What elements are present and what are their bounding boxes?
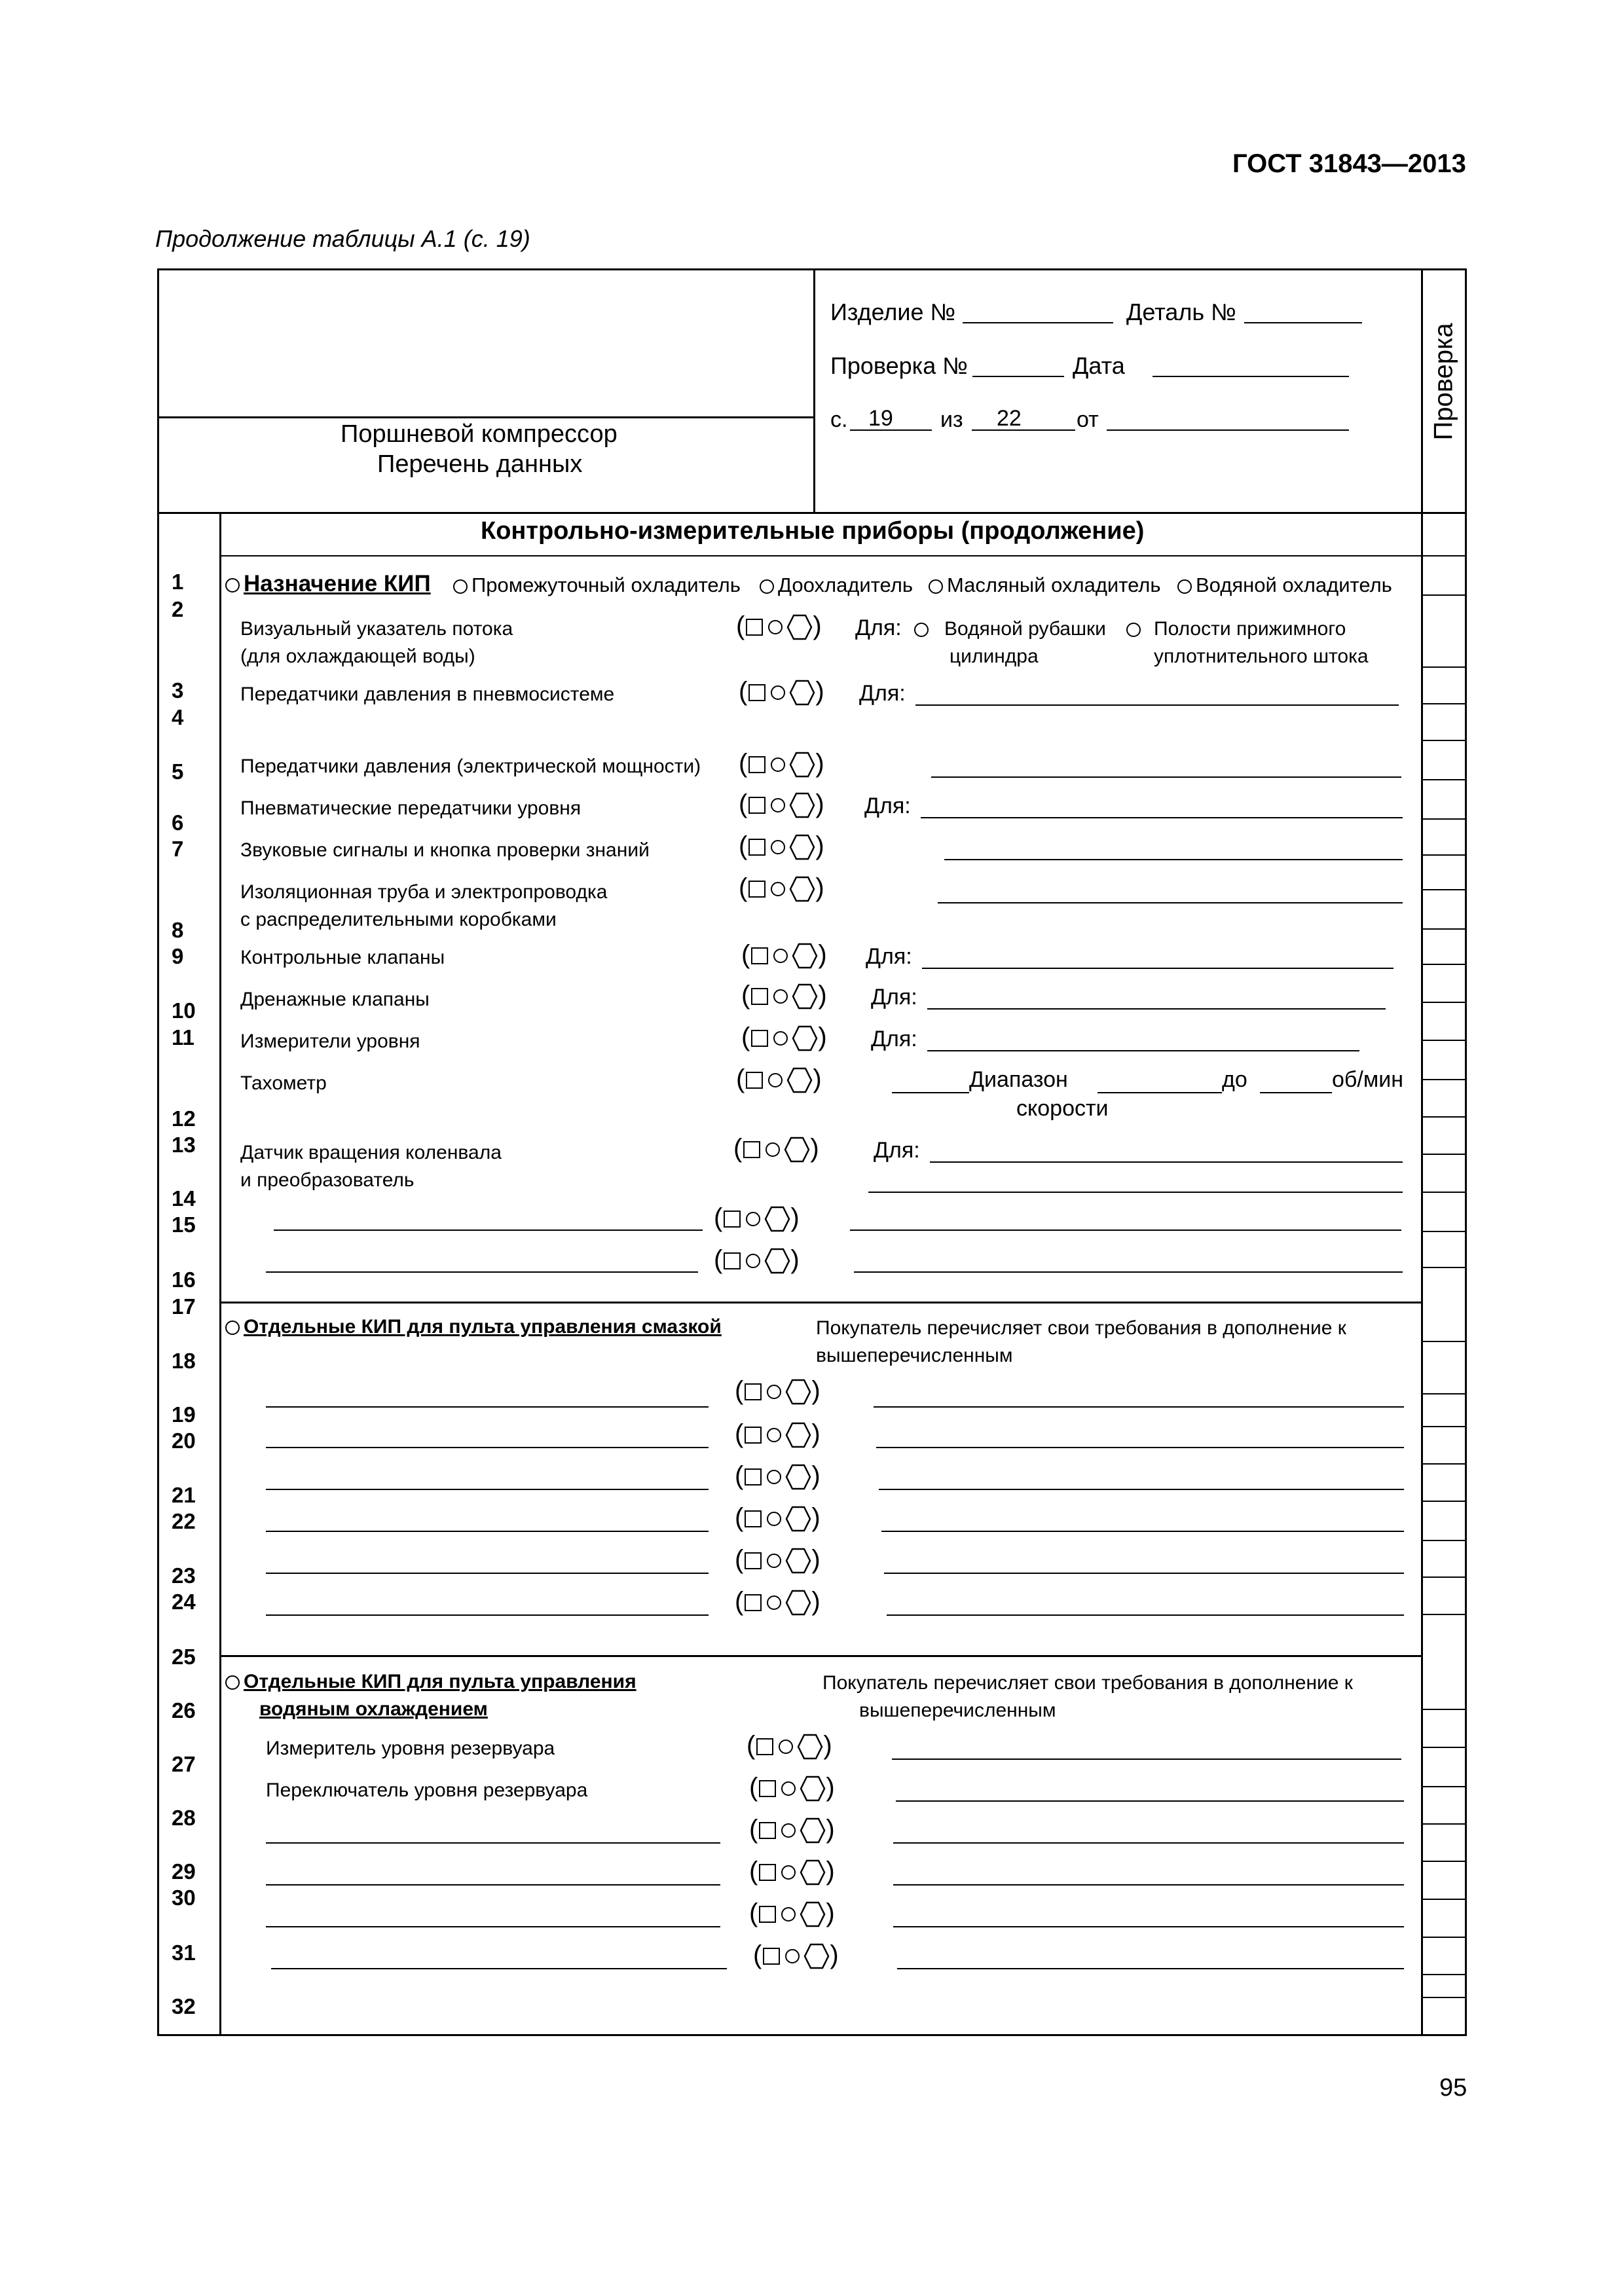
range-label: Диапазон bbox=[969, 1067, 1068, 1092]
row-number: 11 bbox=[172, 1025, 194, 1049]
row-number: 13 bbox=[172, 1133, 196, 1157]
hexagon-icon[interactable] bbox=[789, 680, 815, 706]
symbol-group[interactable]: ( ) bbox=[739, 677, 824, 706]
hexagon-icon[interactable] bbox=[797, 1734, 823, 1760]
drain-valves-label: Дренажные клапаны bbox=[240, 989, 430, 1010]
circle-icon[interactable] bbox=[767, 1595, 781, 1610]
square-icon[interactable] bbox=[748, 839, 766, 856]
square-icon[interactable] bbox=[748, 756, 766, 773]
hexagon-icon[interactable] bbox=[785, 1422, 811, 1448]
symbol-group[interactable]: ( ) bbox=[733, 1134, 819, 1163]
square-icon[interactable] bbox=[759, 1780, 776, 1797]
circle-icon[interactable] bbox=[771, 757, 785, 772]
for-field[interactable] bbox=[922, 968, 1393, 969]
hexagon-icon[interactable] bbox=[786, 1067, 813, 1093]
check-label: Проверка № bbox=[830, 352, 968, 379]
jacket-option[interactable] bbox=[914, 618, 932, 640]
conduit-label: Изоляционная труба и электропроводка bbox=[240, 881, 608, 903]
speed-label: скорости bbox=[1016, 1096, 1109, 1121]
circle-icon[interactable] bbox=[746, 1254, 760, 1268]
row-number: 5 bbox=[172, 759, 184, 784]
square-icon[interactable] bbox=[745, 1468, 762, 1485]
radio-icon[interactable] bbox=[225, 1675, 240, 1690]
row-number: 12 bbox=[172, 1106, 196, 1131]
row-number: 17 bbox=[172, 1294, 196, 1319]
radio-icon[interactable] bbox=[929, 579, 943, 594]
purpose-option-aftercooler[interactable]: Доохладитель bbox=[760, 574, 913, 597]
for-label: Для: bbox=[866, 944, 912, 969]
gland-option[interactable] bbox=[1126, 618, 1145, 640]
page-of: из bbox=[940, 407, 963, 432]
table-continuation-caption: Продолжение таблицы А.1 (с. 19) bbox=[155, 225, 530, 252]
row-number: 7 bbox=[172, 837, 184, 861]
blank-value-field[interactable] bbox=[881, 1531, 1404, 1532]
for-field[interactable] bbox=[944, 859, 1403, 860]
pressure-elec-label: Передатчики давления (электрической мощности) bbox=[240, 756, 701, 777]
page-total: 22 bbox=[997, 406, 1022, 431]
square-icon[interactable] bbox=[751, 988, 768, 1005]
blank-value-field[interactable] bbox=[884, 1573, 1404, 1574]
hexagon-icon[interactable] bbox=[785, 1379, 811, 1405]
circle-icon[interactable] bbox=[766, 1142, 780, 1157]
circle-icon[interactable] bbox=[771, 798, 785, 812]
hexagon-icon[interactable] bbox=[800, 1817, 826, 1844]
purpose-row bbox=[225, 571, 431, 597]
alarms-label: Звуковые сигналы и кнопка проверки знаний bbox=[240, 839, 650, 861]
blank-value-field[interactable] bbox=[854, 1271, 1403, 1273]
blank-name-field[interactable] bbox=[266, 1271, 698, 1273]
circle-icon[interactable] bbox=[768, 1073, 783, 1087]
row-number: 20 bbox=[172, 1429, 196, 1453]
blank-name-field[interactable] bbox=[266, 1842, 720, 1844]
row-number: 9 bbox=[172, 944, 184, 968]
purpose-label: Назначение КИП bbox=[244, 571, 431, 596]
symbol-group[interactable]: ( ) bbox=[749, 1773, 835, 1802]
hexagon-icon[interactable] bbox=[792, 983, 818, 1010]
row-number: 6 bbox=[172, 811, 184, 835]
circle-icon[interactable] bbox=[771, 882, 785, 896]
symbol-group[interactable]: ( ) bbox=[741, 1023, 827, 1051]
blank-name-field[interactable] bbox=[266, 1531, 709, 1532]
symbol-group[interactable]: ( ) bbox=[749, 1899, 835, 1927]
row-number: 4 bbox=[172, 705, 184, 729]
circle-icon[interactable] bbox=[781, 1907, 796, 1922]
hexagon-icon[interactable] bbox=[785, 1506, 811, 1532]
blank-value-field[interactable] bbox=[893, 1884, 1404, 1886]
row-number: 10 bbox=[172, 998, 196, 1023]
row-number: 16 bbox=[172, 1267, 196, 1292]
jacket-label: Водяной рубашки bbox=[944, 618, 1106, 640]
for-label: Для: bbox=[871, 985, 917, 1010]
square-icon[interactable] bbox=[724, 1211, 741, 1228]
square-icon[interactable] bbox=[748, 881, 766, 898]
check-column-header: Проверка bbox=[1429, 323, 1458, 441]
for-field[interactable] bbox=[927, 1050, 1359, 1051]
symbol-group[interactable]: ( ) bbox=[739, 831, 824, 860]
symbol-group[interactable]: ( ) bbox=[753, 1941, 839, 1969]
row-number: 22 bbox=[172, 1509, 196, 1533]
row-number: 32 bbox=[172, 1994, 196, 2018]
hexagon-icon[interactable] bbox=[784, 1137, 810, 1163]
circle-icon[interactable] bbox=[779, 1740, 793, 1754]
radio-icon[interactable] bbox=[225, 578, 240, 592]
row-number: 29 bbox=[172, 1859, 196, 1884]
row-number: 1 bbox=[172, 570, 184, 594]
symbol-group[interactable]: ( ) bbox=[736, 1065, 822, 1093]
range-from-field[interactable] bbox=[1098, 1092, 1222, 1093]
blank-name-field[interactable] bbox=[274, 1230, 703, 1231]
blank-name-field[interactable] bbox=[266, 1614, 709, 1616]
circle-icon[interactable] bbox=[767, 1428, 781, 1442]
circle-icon[interactable] bbox=[746, 1212, 760, 1226]
circle-icon[interactable] bbox=[785, 1949, 800, 1963]
crank-label-2: и преобразователь bbox=[240, 1169, 415, 1191]
circle-icon[interactable] bbox=[767, 1512, 781, 1526]
radio-icon[interactable] bbox=[914, 623, 929, 637]
for-field[interactable] bbox=[927, 1008, 1386, 1010]
square-icon[interactable] bbox=[746, 1072, 763, 1089]
row-number: 27 bbox=[172, 1752, 196, 1776]
detail-field[interactable] bbox=[1244, 322, 1362, 323]
lube-note-2: вышеперечисленным bbox=[816, 1345, 1013, 1366]
row-number: 2 bbox=[172, 597, 184, 621]
circle-icon[interactable] bbox=[767, 1470, 781, 1484]
page-total-line bbox=[972, 429, 1075, 431]
blank-value-field[interactable] bbox=[876, 1447, 1404, 1448]
square-icon[interactable] bbox=[751, 1030, 768, 1047]
circle-icon[interactable] bbox=[767, 1554, 781, 1568]
water-note: Покупатель перечисляет свои требования в дополнение к bbox=[822, 1672, 1353, 1694]
blank-name-field[interactable] bbox=[266, 1926, 720, 1927]
circle-icon[interactable] bbox=[773, 949, 788, 963]
visual-flow-label-2: (для охлаждающей воды) bbox=[240, 646, 475, 667]
circle-icon[interactable] bbox=[781, 1781, 796, 1796]
tachometer-label: Тахометр bbox=[240, 1072, 327, 1094]
row-number: 24 bbox=[172, 1590, 196, 1614]
standard-number: ГОСТ 31843—2013 bbox=[1232, 149, 1466, 178]
blank-value-field[interactable] bbox=[897, 1968, 1404, 1969]
level-pneumo-label: Пневматические передатчики уровня bbox=[240, 797, 581, 819]
blank-value-field[interactable] bbox=[874, 1406, 1404, 1408]
blank-name-field[interactable] bbox=[266, 1489, 709, 1490]
square-icon[interactable] bbox=[748, 684, 766, 701]
row-number: 19 bbox=[172, 1402, 196, 1427]
symbol-group[interactable]: ( ) bbox=[735, 1376, 821, 1405]
blank-name-field[interactable] bbox=[266, 1573, 709, 1574]
gland-label: Полости прижимного bbox=[1154, 618, 1346, 640]
hexagon-icon[interactable] bbox=[792, 943, 818, 969]
hexagon-icon[interactable] bbox=[792, 1025, 818, 1051]
symbol-group[interactable]: ( ) bbox=[749, 1815, 835, 1844]
for-field[interactable] bbox=[931, 776, 1401, 778]
square-icon[interactable] bbox=[759, 1906, 776, 1923]
circle-icon[interactable] bbox=[771, 685, 785, 700]
row-number: 15 bbox=[172, 1212, 196, 1237]
square-icon[interactable] bbox=[759, 1864, 776, 1881]
row-number: 31 bbox=[172, 1941, 196, 1965]
row-number: 28 bbox=[172, 1806, 196, 1830]
section-heading: Контрольно-измерительные приборы (продолжение) bbox=[481, 517, 1145, 545]
jacket-label-2: цилиндра bbox=[950, 646, 1039, 667]
detail-label: Деталь № bbox=[1126, 299, 1236, 325]
symbol-group[interactable]: ( ) bbox=[714, 1245, 800, 1274]
from-label: от bbox=[1077, 407, 1099, 432]
blank-name-field[interactable] bbox=[266, 1884, 720, 1886]
blank-value-field[interactable] bbox=[896, 1800, 1404, 1802]
blank-name-field[interactable] bbox=[266, 1447, 709, 1448]
to-label: до bbox=[1222, 1067, 1247, 1092]
symbol-group[interactable]: ( ) bbox=[749, 1857, 835, 1886]
square-icon[interactable] bbox=[724, 1252, 741, 1269]
water-section-label: Отдельные КИП для пульта управления bbox=[225, 1671, 637, 1693]
for-label: Для: bbox=[855, 615, 902, 640]
symbol-group[interactable]: ( ) bbox=[736, 611, 822, 640]
for-label: Для: bbox=[871, 1027, 917, 1051]
row-number: 23 bbox=[172, 1563, 196, 1588]
check-field[interactable] bbox=[972, 376, 1064, 377]
hexagon-icon[interactable] bbox=[785, 1590, 811, 1616]
tank-level-meter-label: Измеритель уровня резервуара bbox=[266, 1738, 555, 1759]
symbol-group[interactable]: ( ) bbox=[739, 873, 824, 902]
blank-value-field[interactable] bbox=[893, 1842, 1404, 1844]
square-icon[interactable] bbox=[756, 1738, 773, 1755]
for-field[interactable] bbox=[930, 1161, 1403, 1163]
radio-icon[interactable] bbox=[225, 1321, 240, 1335]
symbol-group[interactable]: ( ) bbox=[735, 1545, 821, 1574]
conduit-label-2: с распределительными коробками bbox=[240, 909, 557, 930]
blank-value-field[interactable] bbox=[850, 1230, 1401, 1231]
for-field[interactable] bbox=[921, 817, 1403, 818]
circle-icon[interactable] bbox=[768, 620, 783, 634]
blank-value-field[interactable] bbox=[893, 1926, 1404, 1927]
radio-icon[interactable] bbox=[1126, 623, 1141, 637]
tach-prefix-field[interactable] bbox=[892, 1092, 969, 1093]
item-label: Изделие № bbox=[830, 299, 956, 325]
symbol-group[interactable]: ( ) bbox=[714, 1203, 800, 1232]
symbol-group[interactable]: ( ) bbox=[735, 1503, 821, 1532]
square-icon[interactable] bbox=[745, 1383, 762, 1400]
blank-value-field[interactable] bbox=[887, 1614, 1404, 1616]
symbol-group[interactable]: ( ) bbox=[741, 940, 827, 969]
for-label: Для: bbox=[874, 1138, 920, 1163]
lube-note: Покупатель перечисляет свои требования в дополнение к bbox=[816, 1317, 1346, 1339]
hexagon-icon[interactable] bbox=[800, 1859, 826, 1886]
range-to-field[interactable] bbox=[1260, 1092, 1332, 1093]
square-icon[interactable] bbox=[745, 1510, 762, 1527]
purpose-option-oil-cooler[interactable]: Масляный охладитель bbox=[929, 574, 1161, 597]
symbol-group[interactable]: ( ) bbox=[747, 1731, 832, 1760]
row-number: 18 bbox=[172, 1349, 196, 1373]
doc-title-line1: Поршневой компрессор bbox=[341, 420, 618, 448]
date-label: Дата bbox=[1073, 352, 1125, 379]
square-icon[interactable] bbox=[748, 797, 766, 814]
blank-value-field[interactable] bbox=[892, 1758, 1401, 1760]
symbol-group[interactable]: ( ) bbox=[739, 790, 824, 818]
hexagon-icon[interactable] bbox=[785, 1548, 811, 1574]
page-prefix: с. bbox=[830, 407, 848, 432]
symbol-group[interactable]: ( ) bbox=[739, 749, 824, 778]
hexagon-icon[interactable] bbox=[786, 614, 813, 640]
radio-icon[interactable] bbox=[453, 579, 468, 594]
item-field[interactable] bbox=[963, 322, 1113, 323]
square-icon[interactable] bbox=[745, 1552, 762, 1569]
square-icon[interactable] bbox=[745, 1427, 762, 1444]
hexagon-icon[interactable] bbox=[789, 834, 815, 860]
square-icon[interactable] bbox=[751, 947, 768, 964]
gland-label-2: уплотнительного штока bbox=[1154, 646, 1369, 667]
symbol-group[interactable]: ( ) bbox=[735, 1419, 821, 1448]
circle-icon[interactable] bbox=[773, 1031, 788, 1046]
blank-name-field[interactable] bbox=[271, 1968, 727, 1969]
purpose-option-intercooler[interactable]: Промежуточный охладитель bbox=[453, 574, 741, 597]
crank-label: Датчик вращения коленвала bbox=[240, 1142, 502, 1163]
circle-icon[interactable] bbox=[767, 1385, 781, 1399]
tank-level-switch-label: Переключатель уровня резервуара bbox=[266, 1779, 588, 1801]
circle-icon[interactable] bbox=[773, 989, 788, 1004]
hexagon-icon[interactable] bbox=[764, 1206, 790, 1232]
row-number: 21 bbox=[172, 1483, 196, 1507]
page-num-line bbox=[850, 429, 932, 431]
level-meters-label: Измерители уровня bbox=[240, 1030, 420, 1052]
visual-flow-label: Визуальный указатель потока bbox=[240, 618, 513, 640]
radio-icon[interactable] bbox=[760, 579, 774, 594]
symbol-group[interactable]: ( ) bbox=[735, 1587, 821, 1616]
lube-section-label: Отдельные КИП для пульта управления смазкой bbox=[225, 1316, 722, 1338]
radio-icon[interactable] bbox=[1177, 579, 1192, 594]
check-valves-label: Контрольные клапаны bbox=[240, 947, 445, 968]
for-field[interactable] bbox=[915, 704, 1399, 706]
doc-title-line2: Перечень данных bbox=[377, 450, 583, 478]
hexagon-icon[interactable] bbox=[789, 792, 815, 818]
hexagon-icon[interactable] bbox=[789, 876, 815, 902]
row-number: 30 bbox=[172, 1886, 196, 1910]
square-icon[interactable] bbox=[759, 1822, 776, 1839]
page-number: 95 bbox=[1439, 2074, 1467, 2102]
square-icon[interactable] bbox=[743, 1141, 760, 1158]
page-num: 19 bbox=[868, 406, 893, 431]
hexagon-icon[interactable] bbox=[803, 1943, 830, 1969]
square-icon[interactable] bbox=[763, 1948, 780, 1965]
symbol-group[interactable]: ( ) bbox=[741, 981, 827, 1010]
water-note-2: вышеперечисленным bbox=[859, 1700, 1056, 1721]
row-number: 8 bbox=[172, 918, 184, 942]
circle-icon[interactable] bbox=[781, 1865, 796, 1880]
purpose-option-water-cooler[interactable]: Водяной охладитель bbox=[1177, 574, 1392, 597]
row-number: 14 bbox=[172, 1186, 196, 1211]
for-label: Для: bbox=[859, 681, 906, 706]
symbol-group[interactable]: ( ) bbox=[735, 1461, 821, 1490]
circle-icon[interactable] bbox=[781, 1823, 796, 1838]
from-field[interactable] bbox=[1107, 429, 1349, 431]
hexagon-icon[interactable] bbox=[789, 752, 815, 778]
circle-icon[interactable] bbox=[771, 840, 785, 854]
square-icon[interactable] bbox=[746, 619, 763, 636]
hexagon-icon[interactable] bbox=[764, 1248, 790, 1274]
hexagon-icon[interactable] bbox=[800, 1901, 826, 1927]
pressure-pneumo-label: Передатчики давления в пневмосистеме bbox=[240, 683, 615, 705]
row-number: 26 bbox=[172, 1698, 196, 1722]
for-label: Для: bbox=[864, 793, 911, 818]
water-section-label-2: водяным охлаждением bbox=[259, 1698, 488, 1720]
for-field[interactable] bbox=[938, 902, 1403, 903]
date-field[interactable] bbox=[1153, 376, 1349, 377]
for-field-2[interactable] bbox=[868, 1192, 1403, 1193]
blank-name-field[interactable] bbox=[266, 1406, 709, 1408]
row-number: 25 bbox=[172, 1645, 196, 1669]
hexagon-icon[interactable] bbox=[800, 1776, 826, 1802]
row-number: 3 bbox=[172, 678, 184, 702]
square-icon[interactable] bbox=[745, 1594, 762, 1611]
blank-value-field[interactable] bbox=[879, 1489, 1404, 1490]
rpm-label: об/мин bbox=[1332, 1067, 1403, 1092]
hexagon-icon[interactable] bbox=[785, 1464, 811, 1490]
